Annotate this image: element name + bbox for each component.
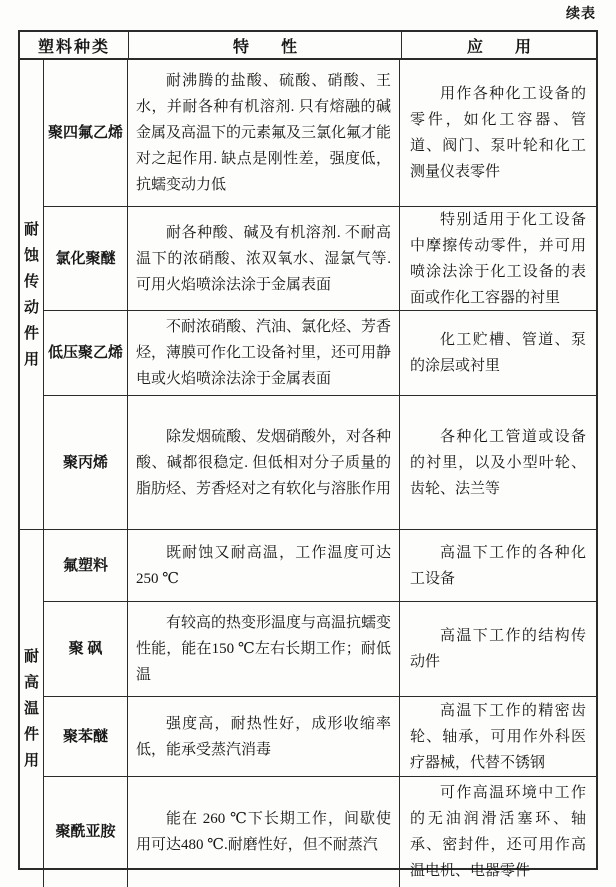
application-cell bbox=[400, 207, 596, 310]
characteristics-cell bbox=[128, 697, 400, 776]
table-row bbox=[44, 697, 596, 777]
characteristics-text: 耐各种酸、碱及有机溶剂. 不耐高温下的浓硝酸、浓双氧水、湿氯气等. 可用火焰喷涂法涂于金属表面 bbox=[136, 224, 391, 293]
plastic-name-cell: 低压聚乙烯 bbox=[44, 311, 128, 395]
application-cell bbox=[400, 777, 596, 887]
plastic-name-cell: 聚丙烯 bbox=[44, 396, 128, 529]
header-characteristics: 特 性 bbox=[129, 32, 402, 58]
characteristics-cell bbox=[128, 530, 400, 601]
table-row bbox=[44, 207, 596, 311]
group-high-temperature bbox=[20, 530, 596, 887]
characteristics-text: 不耐浓硝酸、汽油、氯化烃、芳香烃，薄膜可作化工设备衬里，还可用静电或火焰喷涂法涂于金属表面 bbox=[136, 319, 392, 387]
group-rows bbox=[44, 60, 596, 529]
application-text: 用作各种化工设备的零件，如化工容器、管道、阀门、泵叶轮和化工测量仪表零件 bbox=[410, 86, 586, 180]
table-row bbox=[44, 60, 596, 207]
characteristics-text: 强度高，耐热性好，成形收缩率低，能承受蒸汽消毒 bbox=[136, 715, 391, 758]
characteristics-cell bbox=[128, 311, 400, 395]
application-cell bbox=[400, 602, 596, 696]
plastic-name-cell: 聚酰亚胺 bbox=[44, 777, 128, 887]
table-row bbox=[44, 602, 596, 697]
characteristics-cell bbox=[128, 207, 400, 310]
application-text: 高温下工作的精密齿轮、轴承，可用作外科医疗器械，代替不锈钢 bbox=[410, 702, 586, 771]
application-text: 化工贮槽、管道、泵的涂层或衬里 bbox=[410, 332, 586, 374]
group-label-high-temp bbox=[20, 530, 44, 887]
plastics-table bbox=[18, 30, 598, 879]
group-corrosion-resistant bbox=[20, 60, 596, 530]
group-label-text: 耐高温件用 bbox=[23, 648, 39, 769]
plastic-name-cell: 聚苯醚 bbox=[44, 697, 128, 776]
application-text: 可作高温环境中工作的无油润滑活塞环、轴承、密封件，还可用作高温电机、电器零件 bbox=[410, 785, 586, 879]
group-rows bbox=[44, 530, 596, 887]
continued-table-label: 续表 bbox=[566, 7, 596, 22]
application-text: 高温下工作的各种化工设备 bbox=[410, 544, 586, 587]
application-text: 各种化工管道或设备的衬里，以及小型叶轮、齿轮、法兰等 bbox=[410, 428, 586, 497]
table-row bbox=[44, 311, 596, 396]
application-cell bbox=[400, 396, 596, 529]
characteristics-text: 除发烟硫酸、发烟硝酸外，对各种酸、碱都很稳定. 但低相对分子质量的脂肪烃、芳香烃对之有软化与溶胀作用 bbox=[136, 428, 392, 497]
characteristics-cell bbox=[128, 602, 400, 696]
application-cell bbox=[400, 697, 596, 776]
plastic-name-cell: 聚四氟乙烯 bbox=[44, 60, 128, 206]
characteristics-text: 耐沸腾的盐酸、硫酸、硝酸、王水，并耐各种有机溶剂. 只有熔融的碱金属及高温下的元素氟及三氯化氟才能对之起作用. 缺点是刚性差，强度低，抗蠕变动力低 bbox=[136, 73, 392, 193]
table-row bbox=[44, 530, 596, 602]
plastic-name-cell: 氯化聚醚 bbox=[44, 207, 128, 310]
characteristics-text: 既耐蚀又耐高温，工作温度可达250 ℃ bbox=[136, 544, 391, 587]
plastic-name-cell: 氟塑料 bbox=[44, 530, 128, 601]
table-row bbox=[44, 777, 596, 887]
table-row bbox=[44, 396, 596, 529]
application-text: 高温下工作的结构传动件 bbox=[410, 628, 586, 670]
application-cell bbox=[400, 311, 596, 395]
application-text: 特别适用于化工设备中摩擦传动零件，并可用喷涂法涂于化工设备的表面或作化工容器的衬里 bbox=[410, 211, 586, 306]
application-cell bbox=[400, 60, 596, 206]
characteristics-cell bbox=[128, 60, 400, 206]
header-plastic-type: 塑料种类 bbox=[20, 32, 129, 58]
characteristics-cell bbox=[128, 396, 400, 529]
table-header-row bbox=[20, 32, 596, 60]
characteristics-text: 有较高的热变形温度与高温抗蠕变性能，能在150 ℃左右长期工作；耐低温 bbox=[136, 615, 392, 683]
application-cell bbox=[400, 530, 596, 601]
characteristics-text: 能在 260 ℃下长期工作，间歇使用可达480 ℃.耐磨性好，但不耐蒸汽 bbox=[136, 811, 391, 853]
group-label-text: 耐蚀传动件用 bbox=[23, 221, 39, 368]
characteristics-cell bbox=[128, 777, 400, 887]
group-label-corrosion bbox=[20, 60, 44, 529]
plastic-name-cell: 聚 砜 bbox=[44, 602, 128, 696]
header-application: 应 用 bbox=[466, 38, 545, 56]
